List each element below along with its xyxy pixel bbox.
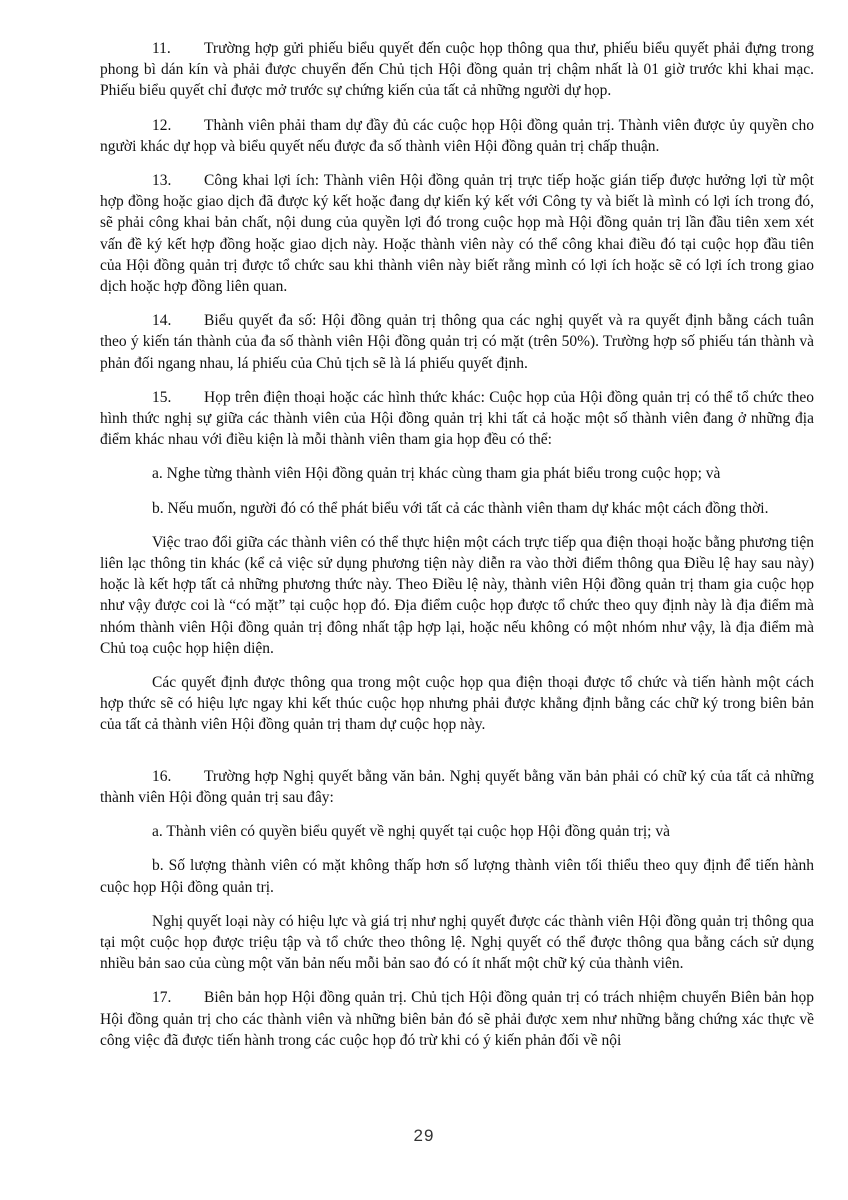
clause-number: 15. bbox=[152, 388, 172, 406]
clause-17 bbox=[100, 987, 814, 1051]
page-number: 29 bbox=[413, 1126, 435, 1145]
clause-16-detail: Nghị quyết loại này có hiệu lực và giá trị như nghị quyết được các thành viên Hội đồng quản trị thông qua tại một cuộc họp được triệu tập và tổ chức theo thông lệ. Nghị quyết có thể được thông qua bằng cách sử dụng nhiều bản sao của cùng một văn bản nếu mỗi bản sao đó có ít nhất một chữ ký của thành viên. bbox=[100, 912, 814, 973]
clause-14 bbox=[100, 310, 814, 374]
clause-text: Thành viên phải tham dự đầy đủ các cuộc họp Hội đồng quản trị. Thành viên được ủy quyền cho người khác dự họp và biểu quyết nếu được đa số thành viên Hội đồng quản trị chấp thuận. bbox=[100, 116, 814, 155]
clause-15-detail-1: Việc trao đổi giữa các thành viên có thể thực hiện một cách trực tiếp qua điện thoại hoặc bằng phương tiện liên lạc thông tin khác (kể cả việc sử dụng phương tiện này diễn ra vào thời điểm thông qua Điều lệ hay sau này) hoặc là kết hợp tất cả những phương thức này. Theo Điều lệ này, thành viên Hội đồng quản trị tham gia cuộc họp như vậy được coi là “có mặt” tại cuộc họp đó. Địa điểm cuộc họp được tổ chức theo quy định này là địa điểm mà nhóm thành viên Hội đồng quản trị đông nhất tập hợp lại, hoặc nếu không có một nhóm như vậy, là địa điểm mà Chủ toạ cuộc họp hiện diện. bbox=[100, 533, 814, 657]
clause-16-item-a: a. Thành viên có quyền biểu quyết về nghị quyết tại cuộc họp Hội đồng quản trị; và bbox=[152, 823, 670, 841]
document-body bbox=[100, 38, 814, 1064]
clause-15 bbox=[100, 387, 814, 451]
clause-16-item-b: b. Số lượng thành viên có mặt không thấp hơn số lượng thành viên tối thiểu theo quy định để tiến hành cuộc họp Hội đồng quản trị. bbox=[100, 857, 814, 896]
clause-12 bbox=[100, 115, 814, 157]
clause-text: Biểu quyết đa số: Hội đồng quản trị thông qua các nghị quyết và ra quyết định bằng cách tuân theo ý kiến tán thành của đa số thành viên Hội đồng quản trị có mặt (trên 50%). Trường hợp số phiếu tán thành và phản đối ngang nhau, lá phiếu của Chủ tịch sẽ là lá phiếu quyết định. bbox=[100, 312, 814, 372]
clause-15-detail-2: Các quyết định được thông qua trong một cuộc họp qua điện thoại được tổ chức và tiến hành một cách hợp thức sẽ có hiệu lực ngay khi kết thúc cuộc họp nhưng phải được khẳng định bằng các chữ ký trong biên bản của tất cả thành viên Hội đồng quản trị tham dự cuộc họp này. bbox=[100, 674, 814, 734]
clause-text: Biên bản họp Hội đồng quản trị. Chủ tịch Hội đồng quản trị có trách nhiệm chuyển Biên bản họp Hội đồng quản trị cho các thành viên và những biên bản đó sẽ phải được xem như những bằng chứng xác thực về công việc đã được tiến hành trong các cuộc họp đó trừ khi có ý kiến phản đối về nội bbox=[100, 989, 814, 1049]
clause-number: 11. bbox=[152, 40, 171, 57]
clause-number: 12. bbox=[152, 116, 172, 134]
clause-number: 13. bbox=[152, 172, 172, 190]
clause-text: Trường hợp gửi phiếu biểu quyết đến cuộc họp thông qua thư, phiếu biểu quyết phải đựng trong phong bì dán kín và phải được chuyển đến Chủ tịch Hội đồng quản trị chậm nhất là 01 giờ trước khi khai mạc. Phiếu biểu quyết chỉ được mở trước sự chứng kiến của tất cả những người dự họp. bbox=[100, 40, 814, 100]
clause-text: Trường hợp Nghị quyết bằng văn bản. Nghị quyết bằng văn bản phải có chữ ký của tất cả những thành viên Hội đồng quản trị sau đây: bbox=[100, 767, 814, 806]
clause-15-item-a: a. Nghe từng thành viên Hội đồng quản trị khác cùng tham gia phát biểu trong cuộc họp; và bbox=[152, 465, 721, 483]
clause-11 bbox=[100, 38, 814, 102]
clause-number: 16. bbox=[152, 767, 172, 785]
clause-text: Họp trên điện thoại hoặc các hình thức khác: Cuộc họp của Hội đồng quản trị có thể tổ chức theo hình thức nghị sự giữa các thành viên của Hội đồng quản trị khi tất cả hoặc một số thành viên đang ở những địa điểm khác nhau với điều kiện là mỗi thành viên tham gia họp đều có thể: bbox=[100, 388, 814, 449]
clause-number: 14. bbox=[152, 312, 172, 330]
clause-15-item-b: b. Nếu muốn, người đó có thể phát biểu với tất cả các thành viên tham dự khác một cách đồng thời. bbox=[152, 499, 769, 517]
clause-13 bbox=[100, 170, 814, 297]
clause-16 bbox=[100, 766, 814, 808]
clause-number: 17. bbox=[152, 989, 172, 1007]
clause-text: Công khai lợi ích: Thành viên Hội đồng quản trị trực tiếp hoặc gián tiếp được hưởng lợi từ một hợp đồng hoặc giao dịch đã được ký kết hoặc đang dự kiến ký kết với Công ty và biết là mình có lợi ích trong đó, sẽ phải công khai bản chất, nội dung của quyền lợi đó trong cuộc họp mà Hội đồng quản trị lần đầu tiên xem xét vấn đề ký kết hợp đồng hoặc giao dịch này. Hoặc thành viên này có thể công khai điều đó tại cuộc họp đầu tiên của Hội đồng quản trị được tổ chức sau khi thành viên này biết rằng mình có lợi ích hoặc sẽ có lợi ích trong giao dịch hoặc hợp đồng liên quan. bbox=[100, 172, 814, 296]
